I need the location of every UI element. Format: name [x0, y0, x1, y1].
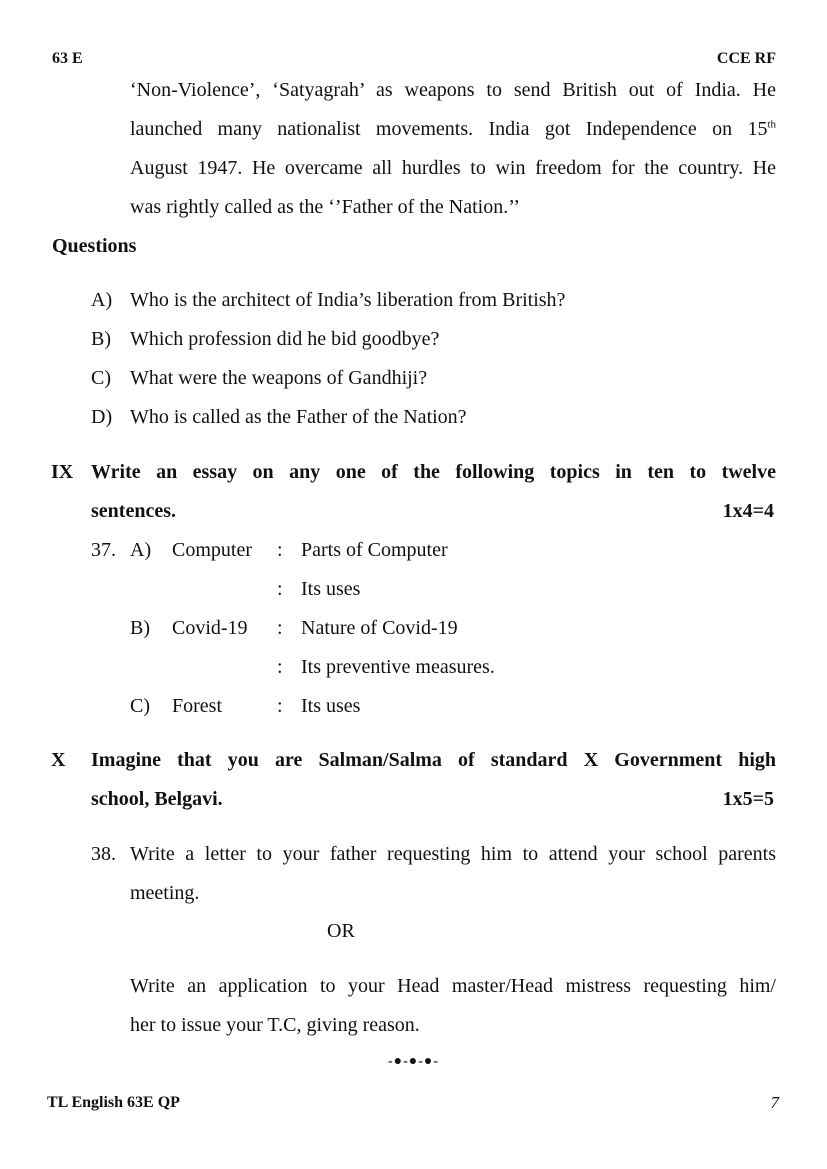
footer-paper-code: TL English 63E QP	[47, 1094, 180, 1111]
letter-option-line-1: Write a letter to your father requesting him to attend your school parents	[130, 843, 776, 865]
letter-option-line-2: meeting.	[130, 882, 200, 904]
topic-point: Its uses	[301, 578, 361, 600]
section-x-instruction-line-2: school, Belgavi.	[91, 788, 223, 810]
section-x-instruction-line-1: Imagine that you are Salman/Salma of standard X Government high	[91, 749, 776, 771]
application-option-line-1: Write an application to your Head master/Head mistress requesting him/	[130, 975, 776, 997]
passage-line-2	[130, 110, 776, 149]
topic-colon: :	[277, 617, 283, 639]
topic-title-forest: Forest	[172, 695, 222, 717]
section-x-numeral: X	[51, 749, 66, 771]
question-letter-a: A)	[91, 289, 113, 311]
question-a: Who is the architect of India’s liberation from British?	[130, 289, 566, 311]
topic-letter-b: B)	[130, 617, 150, 639]
topic-title-computer: Computer	[172, 539, 252, 561]
topic-point: Nature of Covid-19	[301, 617, 458, 639]
topic-colon: :	[277, 578, 283, 600]
topic-letter-a: A)	[130, 539, 152, 561]
topic-colon: :	[277, 539, 283, 561]
question-c: What were the weapons of Gandhiji?	[130, 367, 428, 389]
header-series: CCE RF	[716, 50, 776, 67]
page-number: 7	[770, 1093, 779, 1112]
passage-line-3: August 1947. He overcame all hurdles to win freedom for the country. He	[130, 157, 776, 179]
topic-point: Its uses	[301, 695, 361, 717]
or-separator: OR	[327, 920, 355, 942]
section-ix-instruction-line-1: Write an essay on any one of the following topics in ten to twelve	[91, 461, 776, 483]
ordinal-suffix: th	[767, 118, 776, 131]
topic-letter-c: C)	[130, 695, 150, 717]
section-ix-marks: 1x4=4	[722, 500, 774, 522]
question-letter-b: B)	[91, 328, 111, 350]
question-d: Who is called as the Father of the Nation?	[130, 406, 467, 428]
passage	[130, 71, 776, 227]
topic-point: Its preventive measures.	[301, 656, 495, 678]
topic-title-covid: Covid-19	[172, 617, 248, 639]
question-letter-d: D)	[91, 406, 113, 428]
header-code: 63 E	[52, 50, 83, 67]
section-ix-instruction-line-2: sentences.	[91, 500, 176, 522]
questions-heading: Questions	[52, 235, 137, 257]
question-38-number: 38.	[91, 843, 116, 865]
passage-line-1: ‘Non-Violence’, ‘Satyagrah’ as weapons to send British out of India. He	[130, 79, 776, 101]
passage-line-4: was rightly called as the ‘’Father of the Nation.’’	[130, 196, 521, 218]
question-37-number: 37.	[91, 539, 116, 561]
question-b: Which profession did he bid goodbye?	[130, 328, 440, 350]
end-of-section-mark: -●-●-●-	[387, 1054, 440, 1069]
section-ix-numeral: IX	[51, 461, 74, 483]
question-letter-c: C)	[91, 367, 111, 389]
application-option-line-2: her to issue your T.C, giving reason.	[130, 1014, 420, 1036]
passage-line-2-text: launched many nationalist movements. India got Independence on 15	[130, 118, 768, 140]
topic-point: Parts of Computer	[301, 539, 448, 561]
topic-colon: :	[277, 656, 283, 678]
topic-colon: :	[277, 695, 283, 717]
section-x-marks: 1x5=5	[722, 788, 774, 810]
